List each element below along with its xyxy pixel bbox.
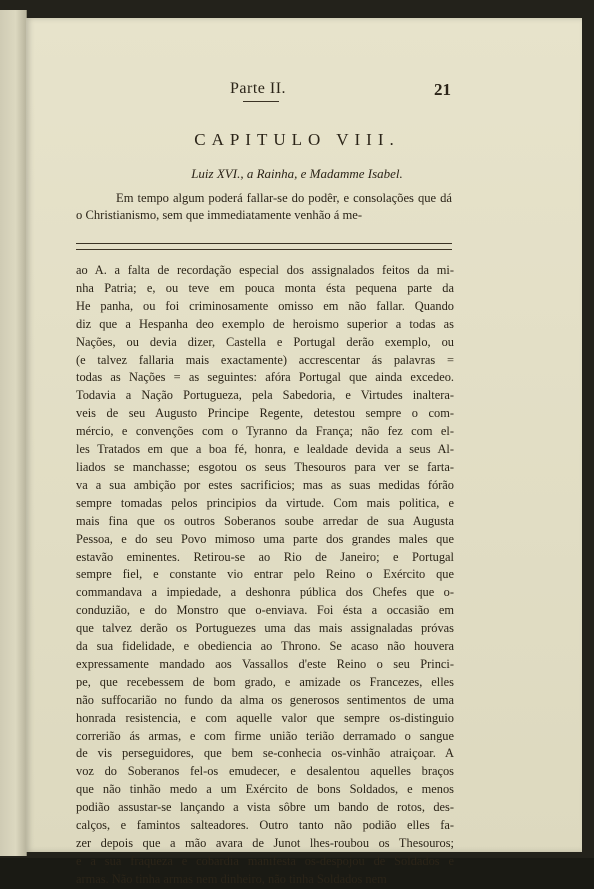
footnote-line: estavão eminentes. Retirou-se ao Rio de Janeiro; e Portugal [76, 549, 454, 564]
footnote-line: diz que a Hespanha deo exemplo de heroismo superior a todas as [76, 316, 454, 331]
footnote-line: todas as Nações = as seguintes: afóra Portugal que ainda excedeo. [76, 370, 454, 385]
footnote-line: honrada resistencia, e com aquelle valor que sempre os-distinguio [76, 710, 454, 725]
footnote-line: da sua fidelidade, e obediencia ao Throno. Se acaso não houvera [76, 639, 454, 654]
footnote-line: voz do Soberanos fel-os emudecer, e desalentou aquelles braços [76, 764, 454, 779]
footnote-line: expressamente mandado aos Vassallos d'este Reino o seu Princi- [76, 656, 454, 671]
footnote-line: sempre fiel, e constante vio entrar pelo Reino o Exército que [76, 567, 454, 582]
footnote-line: les Tratados em que a boa fé, honra, e lealdade devida a seus Al- [76, 442, 454, 457]
footnote-block [76, 262, 454, 889]
footnote-line: não suffocarião no fundo da alma os generosos sentimentos de uma [76, 692, 454, 707]
head-rule [243, 101, 279, 102]
footnote-line: commandava a impiedade, a deshonra pública dos Chefes que o- [76, 585, 454, 600]
footnote-line: (e talvez fallaria mais exactamente) accrescentar ás palavras = [76, 352, 454, 367]
footnote-line: Pessoa, e do seu Povo mimoso uma parte dos grandes males que [76, 531, 454, 546]
footnote-line: ao A. a falta de recordação especial dos assignalados feitos da mi- [76, 263, 454, 277]
footnote-line: calços, e famintos salteadores. Outro tanto não podião elles fa- [76, 818, 454, 833]
footnote-line: de vis perseguidores, que bem se-conhecia os-vinhão atraiçoar. A [76, 746, 454, 761]
footnote-line: Nações, ou devia dizer, Castella e Portugal derão exemplo, ou [76, 334, 454, 349]
footnote-line: nha Patria; e, ou teve em pouca monta ésta pequena parte da [76, 280, 454, 295]
footnote-line: va a sua ambição por estes sacrificios; mas as suas medidas fórão [76, 477, 454, 492]
footnote-line: pe, que recebessem de bom grado, e amizade os Francezes, elles [76, 674, 454, 689]
double-rule-divider [76, 243, 452, 250]
footnote-line: mércio, e convenções com o Tyranno da França; não fez com el- [76, 424, 454, 439]
footnote-line: correrião ás armas, e com firme união terião derramado o sangue [76, 728, 454, 743]
intro-text: Em tempo algum poderá fallar-se do podêr, e consolações que dá o Christianismo, sem que immediatamente venhão á me- [76, 191, 452, 222]
footnote-line: que talvez derão os Portuguezes uma das mais assignaladas próvas [76, 621, 454, 636]
footnote-line: He panha, ou foi criminosamente omisso em não fallar. Quando [76, 298, 454, 313]
footnote-line: mais fina que os outros Soberanos soube arredar de sua Augusta [76, 513, 454, 528]
footnote-line: sempre tomadas pelos principios da virtude. Com mais politica, e [76, 495, 454, 510]
running-head: Parte II. [230, 80, 287, 97]
footnote-line: Todavia a Nação Portugueza, pela Sabedoria, e Virtudes inaltera- [76, 388, 454, 403]
footnote-line: zer depois que a mão avara de Junot lhes-roubou os Thesouros; [76, 836, 454, 850]
chapter-title: CAPITULO VIII. [194, 130, 400, 149]
footnote-line: veis de seu Augusto Principe Regente, detestou sempre o com- [76, 406, 454, 421]
footnote-line: conduzião, e do Monstro que o-enviava. Foi ésta a occasião em [76, 603, 454, 618]
page-number: 21 [434, 80, 451, 99]
intro-paragraph [76, 190, 452, 224]
footnote-line: e a sua fraqueza e cobardia manifesta os-despojou de Soldados e [76, 853, 454, 868]
footnote-line: armas. Não tinha armas nem dinheiro, não tinha Soldados nem [76, 871, 387, 886]
footnote-line: liados se manchasse; esgotou os seus Thesouros para ver se farta- [76, 459, 454, 474]
chapter-subtitle: Luiz XVI., a Rainha, e Madamme Isabel. [191, 166, 403, 181]
footnote-line: que não tinhão medo a um Exército de bons Soldados, e menos [76, 782, 454, 797]
footnote-line: podião assustar-se lançando a vista sôbre um bando de rotos, des- [76, 800, 454, 815]
